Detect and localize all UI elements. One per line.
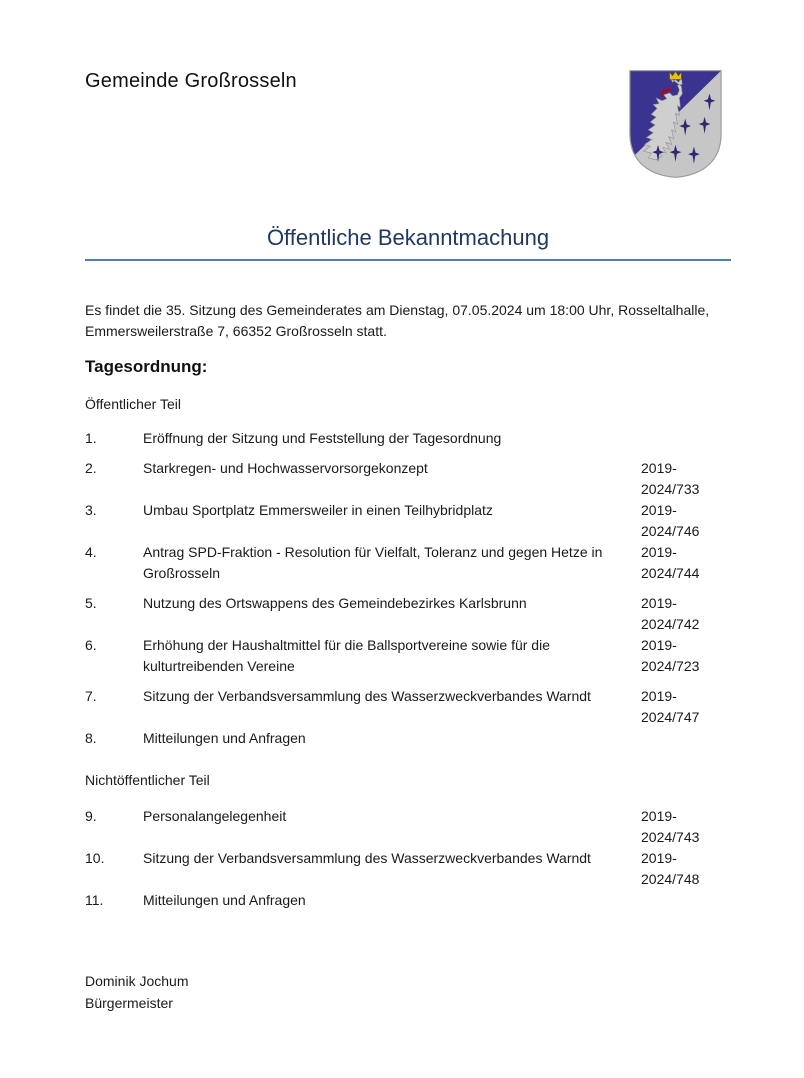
reference-line: 2024/747	[641, 709, 700, 725]
agenda-item	[85, 848, 731, 890]
agenda-item-text: Sitzung der Verbandsversammlung des Wasserzweckverbandes Warndt	[143, 850, 591, 866]
reference-line: 2019-	[641, 688, 677, 704]
signature-name: Dominik Jochum	[85, 973, 189, 989]
title-block	[85, 222, 731, 261]
reference-line: 2019-	[641, 637, 677, 653]
reference-line: 2019-	[641, 544, 677, 560]
agenda-item	[85, 890, 731, 911]
agenda-item-reference	[641, 848, 731, 890]
reference-line: 2024/748	[641, 871, 700, 887]
agenda-item-number: 11.	[85, 892, 104, 908]
agenda-item-number: 4.	[85, 544, 97, 560]
agenda-item-number: 1.	[85, 430, 97, 446]
agenda-item-text: Eröffnung der Sitzung und Feststellung der Tagesordnung	[143, 430, 502, 446]
reference-line: 2024/746	[641, 523, 700, 539]
reference-line: 2019-	[641, 808, 677, 824]
agenda-item-text: Sitzung der Verbandsversammlung des Wasserzweckverbandes Warndt	[143, 688, 591, 704]
agenda-item-reference	[641, 542, 731, 584]
reference-line: 2024/733	[641, 481, 700, 497]
agenda-item-number: 2.	[85, 460, 97, 476]
reference-line: 2024/723	[641, 658, 700, 674]
agenda-item-text: Erhöhung der Haushaltmittel für die Ballsportvereine sowie für die kulturtreibenden Vereine	[143, 637, 550, 674]
agenda-list-public	[85, 428, 731, 758]
signature-role: Bürgermeister	[85, 995, 173, 1011]
signature-block	[85, 970, 188, 1014]
agenda-item-text: Nutzung des Ortswappens des Gemeindebezirkes Karlsbrunn	[143, 595, 527, 611]
agenda-item-number: 10.	[85, 850, 105, 866]
reference-line: 2019-	[641, 502, 677, 518]
agenda-item	[85, 542, 731, 584]
agenda-item	[85, 686, 731, 728]
agenda-item	[85, 806, 731, 848]
reference-line: 2024/743	[641, 829, 700, 845]
agenda-item-reference	[641, 593, 731, 635]
agenda-item-number: 5.	[85, 595, 97, 611]
agenda-item	[85, 593, 731, 635]
agenda-item-reference	[641, 686, 731, 728]
agenda-heading: Tagesordnung:	[85, 357, 208, 376]
reference-line: 2024/744	[641, 565, 700, 581]
agenda-item-number: 6.	[85, 637, 97, 653]
agenda-item-number: 9.	[85, 808, 97, 824]
section-label-public: Öffentlicher Teil	[85, 396, 181, 412]
document-title: Öffentliche Bekanntmachung	[266, 225, 550, 250]
agenda-item	[85, 458, 731, 500]
coat-of-arms-icon	[627, 67, 724, 181]
intro-paragraph: Es findet die 35. Sitzung des Gemeinderates am Dienstag, 07.05.2024 um 18:00 Uhr, Rosseltalhalle, Emmersweilerstraße 7, 66352 Großrosseln statt.	[85, 302, 710, 339]
reference-line: 2019-	[641, 460, 677, 476]
agenda-item-reference	[641, 500, 731, 542]
reference-line: 2019-	[641, 595, 677, 611]
agenda-item-text: Mitteilungen und Anfragen	[143, 730, 306, 746]
municipality-name: Gemeinde Großrosseln	[85, 70, 297, 92]
agenda-item-text: Antrag SPD-Fraktion - Resolution für Vielfalt, Toleranz und gegen Hetze in Großrosseln	[143, 544, 603, 581]
agenda-item-text: Mitteilungen und Anfragen	[143, 892, 306, 908]
agenda-item	[85, 728, 731, 749]
agenda-item-number: 3.	[85, 502, 97, 518]
agenda-item	[85, 635, 731, 677]
agenda-item	[85, 500, 731, 542]
agenda-item-text: Starkregen- und Hochwasservorsorgekonzept	[143, 460, 428, 476]
agenda-item-text: Umbau Sportplatz Emmersweiler in einen Teilhybridplatz	[143, 502, 493, 518]
agenda-item-number: 7.	[85, 688, 97, 704]
section-label-nonpublic: Nichtöffentlicher Teil	[85, 772, 210, 788]
reference-line: 2019-	[641, 850, 677, 866]
agenda-item-reference	[641, 806, 731, 848]
agenda-item	[85, 428, 731, 449]
agenda-list-nonpublic	[85, 806, 731, 920]
agenda-item-text: Personalangelegenheit	[143, 808, 287, 824]
agenda-item-number: 8.	[85, 730, 97, 746]
reference-line: 2024/742	[641, 616, 700, 632]
agenda-item-reference	[641, 635, 731, 677]
agenda-item-reference	[641, 458, 731, 500]
